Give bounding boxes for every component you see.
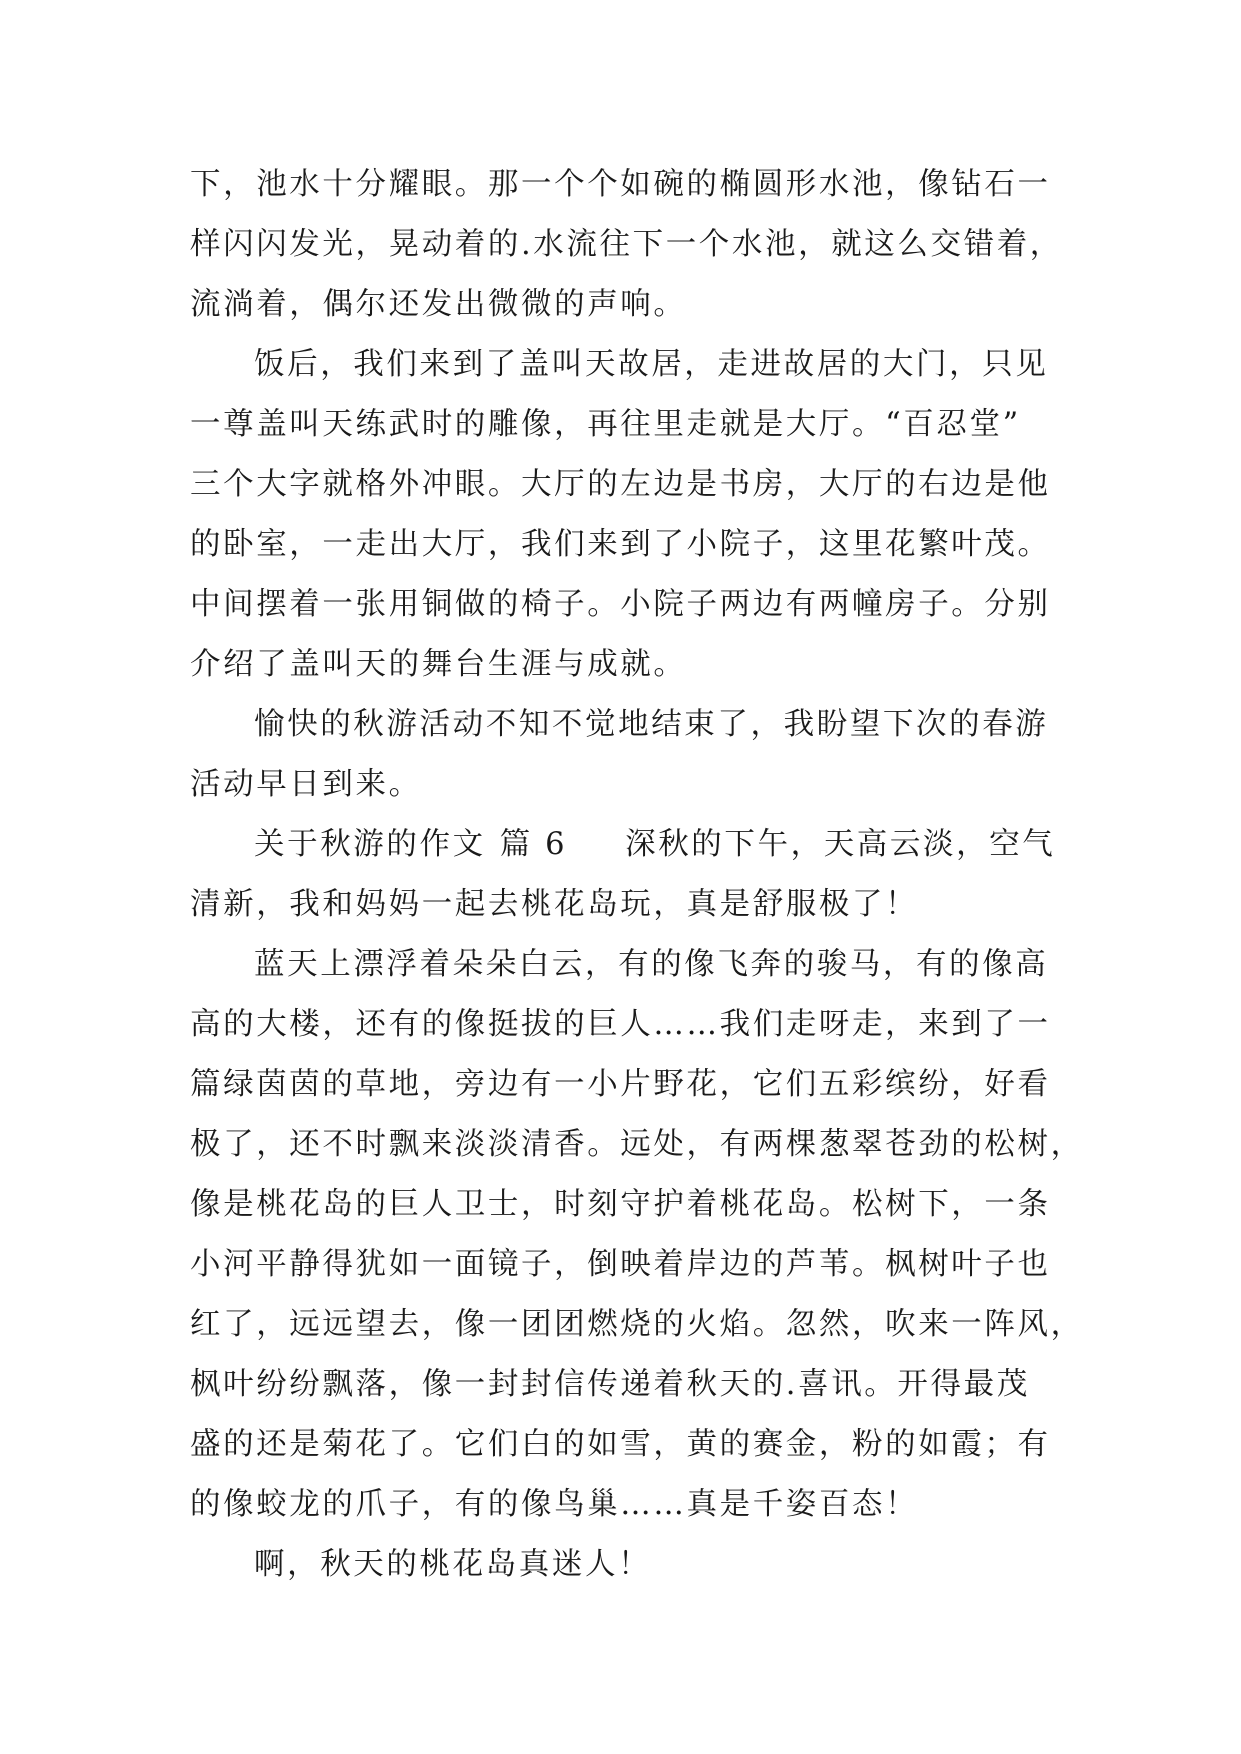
text-line: 清新，我和妈妈一起去桃花岛玩，真是舒服极了！ — [190, 887, 919, 922]
paragraph — [190, 695, 1070, 815]
text-line: 样闪闪发光，晃动着的.水流往下一个水池，就这么交错着， — [190, 227, 1063, 262]
text-line: 像是桃花岛的巨人卫士，时刻守护着桃花岛。松树下，一条 — [190, 1187, 1051, 1222]
text-line: 愉快的秋游活动不知不觉地结束了，我盼望下次的春游 — [254, 707, 1049, 742]
text-line: 高的大楼，还有的像挺拔的巨人……我们走呀走，来到了一 — [190, 1007, 1051, 1042]
text-line: 蓝天上漂浮着朵朵白云，有的像飞奔的骏马，有的像高 — [254, 947, 1049, 982]
text-line: 红了，远远望去，像一团团燃烧的火焰。忽然，吹来一阵风， — [190, 1307, 1084, 1342]
text-line: 啊，秋天的桃花岛真迷人！ — [254, 1547, 652, 1582]
text-line: 的像蛟龙的爪子，有的像鸟巢……真是千姿百态！ — [190, 1487, 919, 1522]
text-line: 介绍了盖叫天的舞台生涯与成就。 — [190, 647, 687, 682]
text-line: 饭后，我们来到了盖叫天故居，走进故居的大门，只见 — [254, 347, 1049, 382]
heading-line — [190, 815, 1070, 875]
text-line: 的卧室，一走出大厅，我们来到了小院子，这里花繁叶茂。 — [190, 527, 1051, 562]
section-title: 关于秋游的作文 — [254, 827, 486, 862]
text-line: 三个大字就格外冲眼。大厅的左边是书房，大厅的右边是他 — [190, 467, 1051, 502]
paragraph — [190, 155, 1070, 335]
paragraph — [190, 1535, 1070, 1595]
text-line: 盛的还是菊花了。它们白的如雪，黄的赛金，粉的如霞；有 — [190, 1427, 1051, 1462]
text-line: 篇绿茵茵的草地，旁边有一小片野花，它们五彩缤纷，好看 — [190, 1067, 1051, 1102]
text-line: 深秋的下午，天高云淡，空气 — [625, 827, 1056, 862]
paragraph — [190, 335, 1070, 695]
paragraph — [190, 935, 1084, 1535]
section-heading-paragraph — [190, 815, 1070, 935]
text-line: 极了，还不时飘来淡淡清香。远处，有两棵葱翠苍劲的松树， — [190, 1127, 1084, 1162]
text-line: 枫叶纷纷飘落，像一封封信传递着秋天的.喜讯。开得最茂 — [190, 1367, 1030, 1402]
text-line: 中间摆着一张用铜做的椅子。小院子两边有两幢房子。分别 — [190, 587, 1051, 622]
document-body — [190, 155, 1084, 1595]
text-line: 小河平静得犹如一面镜子，倒映着岸边的芦苇。枫树叶子也 — [190, 1247, 1051, 1282]
text-line: 一尊盖叫天练武时的雕像，再往里走就是大厅。“百忍堂” — [190, 407, 1021, 442]
text-line: 活动早日到来。 — [190, 767, 422, 802]
text-line: 下，池水十分耀眼。那一个个如碗的椭圆形水池，像钻石一 — [190, 167, 1051, 202]
text-line: 流淌着，偶尔还发出微微的声响。 — [190, 287, 687, 322]
section-label: 篇 6 — [499, 827, 568, 862]
